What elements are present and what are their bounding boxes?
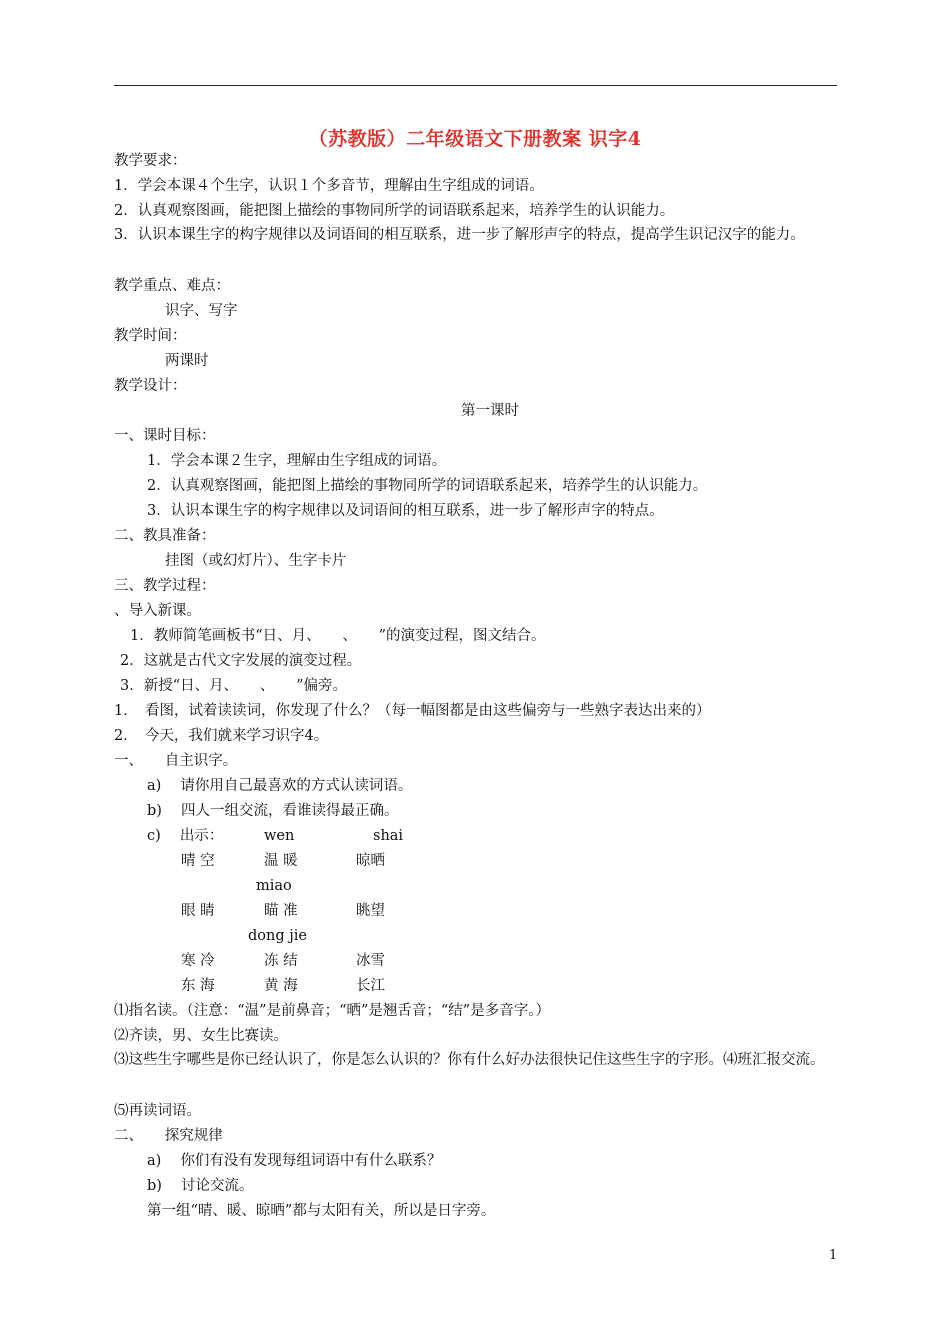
text-line: 两课时 <box>165 353 209 369</box>
word: 温 暖 <box>264 853 298 869</box>
word: 长江 <box>356 978 385 994</box>
text-line: 第一组“晴、暖、晾晒”都与太阳有关，所以是日字旁。 <box>147 1203 496 1219</box>
text-line: 一、 自主识字。 <box>114 753 238 769</box>
pinyin: miao <box>256 878 292 894</box>
word: 晾晒 <box>356 853 385 869</box>
pinyin: shai <box>373 828 404 844</box>
text-line: 3．认识本课生字的构字规律以及词语间的相互联系，进一步了解形声字的特点，提高学生识记汉字的能力。 <box>114 227 805 243</box>
text-line: ⑸再读词语。 <box>114 1103 201 1119</box>
text-line: 挂图（或幻灯片）、生字卡片 <box>165 553 347 569</box>
text-line: 1．教师简笔画板书“日、月、 、 ”的演变过程，图文结合。 <box>130 628 546 644</box>
word: 冰雪 <box>356 953 385 969</box>
text-line: 三、教学过程： <box>114 578 216 594</box>
text-line: 3．认识本课生字的构字规律以及词语间的相互联系，进一步了解形声字的特点。 <box>147 503 664 519</box>
text-line: a) 请你用自己最喜欢的方式认读词语。 <box>147 778 413 794</box>
text-line: 1． 看图，试着读读词，你发现了什么？（每一幅图都是由这些偏旁与一些熟字表达出来的） <box>114 703 711 719</box>
text-line: ⑶这些生字哪些是你已经认识了，你是怎么认识的？你有什么好办法很快记住这些生字的字形。⑷班汇报交流。 <box>114 1052 825 1068</box>
word: 瞄 准 <box>264 903 298 919</box>
text-line: 教学要求： <box>114 153 187 169</box>
word: 黄 海 <box>264 978 298 994</box>
text-line: 一、课时目标： <box>114 428 216 444</box>
pinyin: dong jie <box>248 928 307 944</box>
page-number: 1 <box>829 1248 838 1263</box>
text-line: 教学重点、难点： <box>114 278 230 294</box>
text-line: ⑴指名读。（注意：“温”是前鼻音；“晒”是翘舌音；“结”是多音字。） <box>114 1003 550 1019</box>
word: 眼 睛 <box>181 903 215 919</box>
text-line: 2．这就是古代文字发展的演变过程。 <box>120 653 362 669</box>
text-line: 教学时间： <box>114 328 187 344</box>
text-line: 识字、写字 <box>165 303 238 319</box>
text-line: 2． 今天，我们就来学习识字4。 <box>114 728 329 744</box>
text-line: 教学设计： <box>114 378 187 394</box>
word: 晴 空 <box>181 853 215 869</box>
text-line: 二、教具准备： <box>114 528 216 544</box>
text-line: c) 出示： <box>147 828 224 844</box>
text-line: 、导入新课。 <box>114 603 201 619</box>
text-line: 1．学会本课４个生字，认识１个多音节，理解由生字组成的词语。 <box>114 178 544 194</box>
word: 寒 冷 <box>181 953 215 969</box>
pinyin: wen <box>264 828 295 844</box>
text-line: 3．新授“日、月、 、 ”偏旁。 <box>120 678 348 694</box>
text-line: b) 四人一组交流，看谁读得最正确。 <box>147 803 399 819</box>
text-line: ⑵齐读，男、女生比赛读。 <box>114 1028 288 1044</box>
text-line: 二、 探究规律 <box>114 1128 223 1144</box>
document-title: （苏教版）二年级语文下册教案 识字4 <box>308 128 642 150</box>
text-line: a) 你们有没有发现每组词语中有什么联系？ <box>147 1153 442 1169</box>
section-heading: 第一课时 <box>461 403 519 419</box>
text-line: 2．认真观察图画，能把图上描绘的事物同所学的词语联系起来，培养学生的认识能力。 <box>147 478 708 494</box>
word: 冻 结 <box>264 953 298 969</box>
text-line: b) 讨论交流。 <box>147 1178 254 1194</box>
header-rule <box>114 85 837 86</box>
text-line: 2．认真观察图画，能把图上描绘的事物同所学的词语联系起来，培养学生的认识能力。 <box>114 203 675 219</box>
word: 眺望 <box>356 903 385 919</box>
text-line: 1．学会本课２生字，理解由生字组成的词语。 <box>147 453 447 469</box>
word: 东 海 <box>181 978 215 994</box>
